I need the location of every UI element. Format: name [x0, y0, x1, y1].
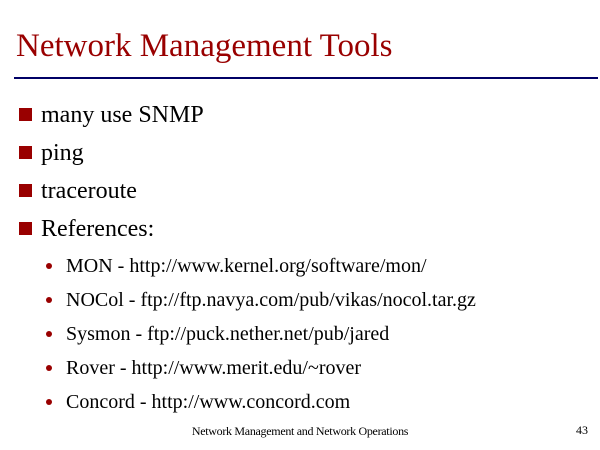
page-number: 43 [576, 423, 588, 437]
bullet-text: ping [41, 140, 84, 166]
reference-text: Concord - http://www.concord.com [66, 391, 351, 413]
dot-bullet-icon [46, 365, 52, 371]
dot-bullet-icon [46, 331, 52, 337]
square-bullet-icon [19, 184, 32, 197]
bullet-text: many use SNMP [41, 102, 204, 128]
bullet-text: References: [41, 216, 155, 242]
dot-bullet-icon [46, 263, 52, 269]
reference-text: NOCol - ftp://ftp.navya.com/pub/vikas/nocol.tar.gz [66, 289, 476, 311]
reference-text: Sysmon - ftp://puck.nether.net/pub/jared [66, 323, 390, 345]
dot-bullet-icon [46, 399, 52, 405]
reference-text: MON - http://www.kernel.org/software/mon/ [66, 255, 427, 277]
square-bullet-icon [19, 146, 32, 159]
dot-bullet-icon [46, 297, 52, 303]
slide-footer: Network Management and Network Operations [191, 424, 409, 438]
bullet-text: traceroute [41, 178, 137, 204]
reference-text: Rover - http://www.merit.edu/~rover [66, 357, 362, 379]
square-bullet-icon [19, 222, 32, 235]
title-divider [14, 77, 598, 79]
square-bullet-icon [19, 108, 32, 121]
slide-title: Network Management Tools [16, 28, 393, 64]
